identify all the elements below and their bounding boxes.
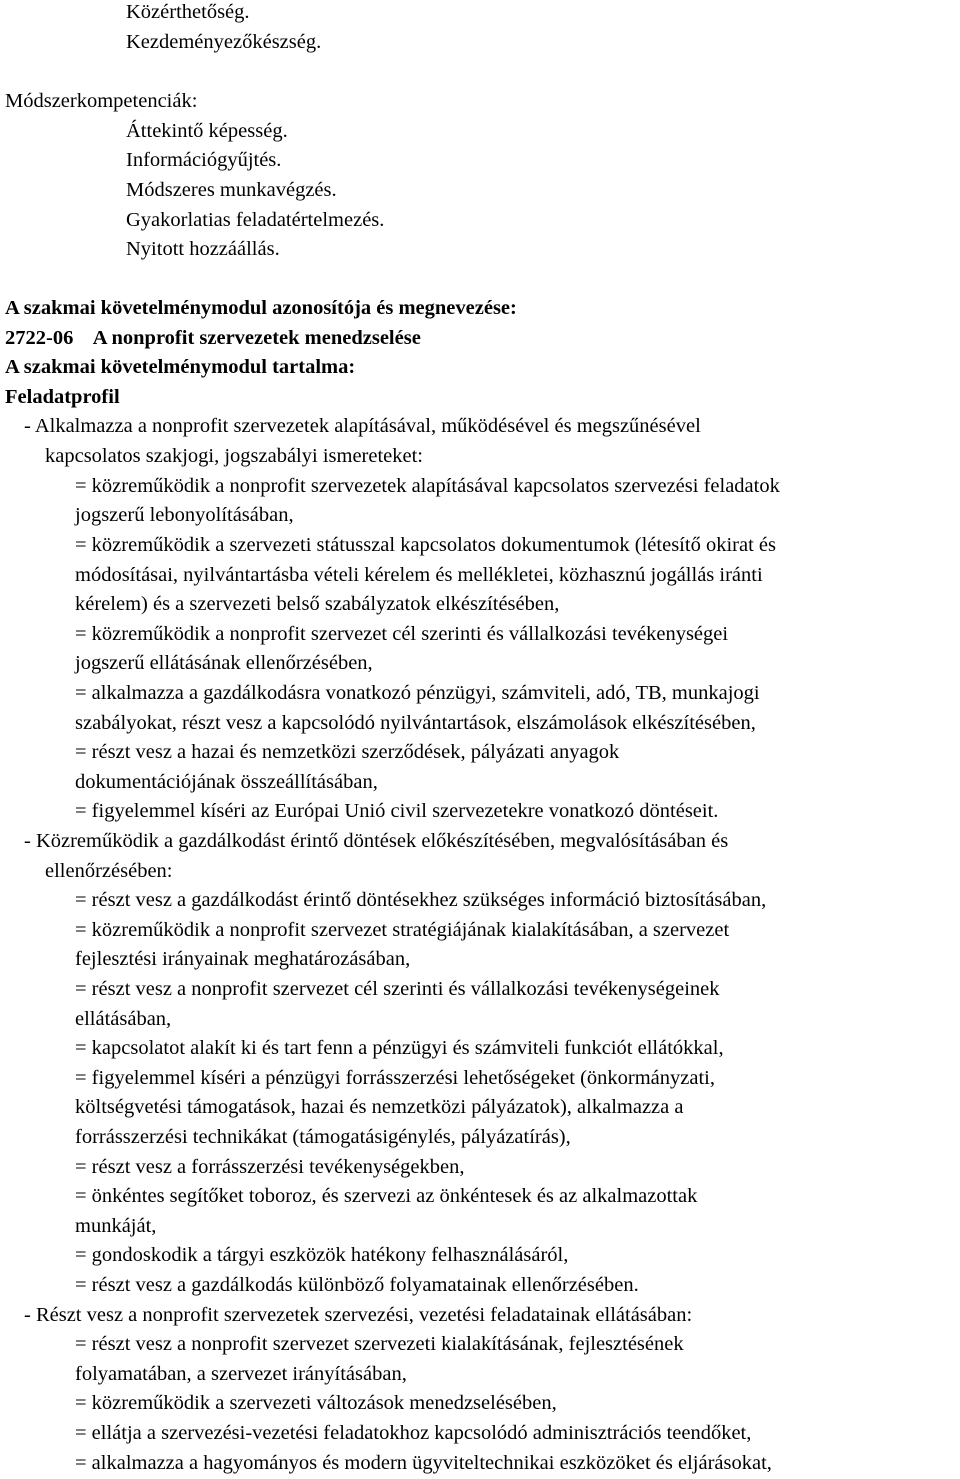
- list-item: Információgyűjtés.: [126, 149, 282, 171]
- sub-task-item: = ellátja a szervezési-vezetési feladatokhoz kapcsolódó adminisztrációs teendőket,: [75, 1422, 752, 1444]
- sub-task-item: = részt vesz a gazdálkodást érintő döntésekhez szükséges információ biztosításában,: [75, 889, 767, 911]
- sub-task-item: = részt vesz a gazdálkodás különböző folyamatainak ellenőrzésében.: [75, 1274, 639, 1296]
- task-item: - Alkalmazza a nonprofit szervezetek alapításával, működésével és megszűnésével: [24, 415, 701, 437]
- module-id-heading: A szakmai követelménymodul azonosítója és megnevezése:: [5, 297, 517, 319]
- text-line: forrásszerzési technikákat (támogatásigénylés, pályázatírás),: [75, 1126, 571, 1148]
- text-line: fejlesztési irányainak meghatározásában,: [75, 948, 411, 970]
- module-code-title: 2722-06 A nonprofit szervezetek menedzselése: [5, 327, 421, 349]
- text-line: szabályokat, részt vesz a kapcsolódó nyilvántartások, elszámolások elkészítésében,: [75, 712, 756, 734]
- sub-task-item: = részt vesz a forrásszerzési tevékenységekben,: [75, 1156, 465, 1178]
- list-item: Módszeres munkavégzés.: [126, 179, 337, 201]
- sub-task-item: = közreműködik a szervezeti státusszal kapcsolatos dokumentumok (létesítő okirat és: [75, 534, 776, 556]
- list-item: Nyitott hozzáállás.: [126, 238, 280, 260]
- text-line: jogszerű lebonyolításában,: [75, 504, 294, 526]
- list-item: Gyakorlatias feladatértelmezés.: [126, 209, 385, 231]
- text-line: ellátásában,: [75, 1008, 172, 1030]
- task-item: - Közreműködik a gazdálkodást érintő döntések előkészítésében, megvalósításában és: [24, 830, 729, 852]
- task-profile-heading: Feladatprofil: [5, 386, 120, 408]
- sub-task-item: = önkéntes segítőket toboroz, és szervezi az önkéntesek és az alkalmazottak: [75, 1185, 698, 1207]
- list-item: Kezdeményezőkészség.: [126, 31, 322, 53]
- sub-task-item: = közreműködik a nonprofit szervezet stratégiájának kialakításában, a szervezet: [75, 919, 730, 941]
- sub-task-item: = részt vesz a hazai és nemzetközi szerződések, pályázati anyagok: [75, 741, 620, 763]
- sub-task-item: = gondoskodik a tárgyi eszközök hatékony felhasználásáról,: [75, 1244, 569, 1266]
- text-line: költségvetési támogatások, hazai és nemzetközi pályázatok), alkalmazza a: [75, 1096, 684, 1118]
- sub-task-item: = alkalmazza a hagyományos és modern ügyviteltechnikai eszközöket és eljárásokat,: [75, 1452, 772, 1474]
- task-item: - Részt vesz a nonprofit szervezetek szervezési, vezetési feladatainak ellátásában:: [24, 1304, 693, 1326]
- text-line: kapcsolatos szakjogi, jogszabályi ismereteket:: [45, 445, 423, 467]
- text-line: jogszerű ellátásának ellenőrzésében,: [75, 652, 373, 674]
- sub-task-item: = figyelemmel kíséri az Európai Unió civil szervezetekre vonatkozó döntéseit.: [75, 800, 719, 822]
- text-line: folyamatában, a szervezet irányításában,: [75, 1363, 407, 1385]
- section-heading-method-competencies: Módszerkompetenciák:: [5, 90, 198, 112]
- sub-task-item: = közreműködik a szervezeti változások menedzselésében,: [75, 1392, 557, 1414]
- sub-task-item: = kapcsolatot alakít ki és tart fenn a pénzügyi és számviteli funkciót ellátókkal,: [75, 1037, 724, 1059]
- sub-task-item: = részt vesz a nonprofit szervezet szervezeti kialakításának, fejlesztésének: [75, 1333, 684, 1355]
- sub-task-item: = alkalmazza a gazdálkodásra vonatkozó pénzügyi, számviteli, adó, TB, munkajogi: [75, 682, 760, 704]
- sub-task-item: = figyelemmel kíséri a pénzügyi forrásszerzési lehetőségeket (önkormányzati,: [75, 1067, 715, 1089]
- module-content-heading: A szakmai követelménymodul tartalma:: [5, 356, 356, 378]
- sub-task-item: = közreműködik a nonprofit szervezet cél szerinti és vállalkozási tevékenységei: [75, 623, 729, 645]
- text-line: módosításai, nyilvántartásba vételi kérelem és mellékletei, közhasznú jogállás iránti: [75, 564, 763, 586]
- sub-task-item: = részt vesz a nonprofit szervezet cél szerinti és vállalkozási tevékenységeinek: [75, 978, 720, 1000]
- text-line: dokumentációjának összeállításában,: [75, 771, 378, 793]
- sub-task-item: = közreműködik a nonprofit szervezetek alapításával kapcsolatos szervezési feladatok: [75, 475, 780, 497]
- list-item: Áttekintő képesség.: [126, 120, 288, 142]
- text-line: kérelem) és a szervezeti belső szabályzatok elkészítésében,: [75, 593, 560, 615]
- text-line: ellenőrzésében:: [45, 860, 173, 882]
- list-item: Közérthetőség.: [126, 1, 250, 23]
- text-line: munkáját,: [75, 1215, 157, 1237]
